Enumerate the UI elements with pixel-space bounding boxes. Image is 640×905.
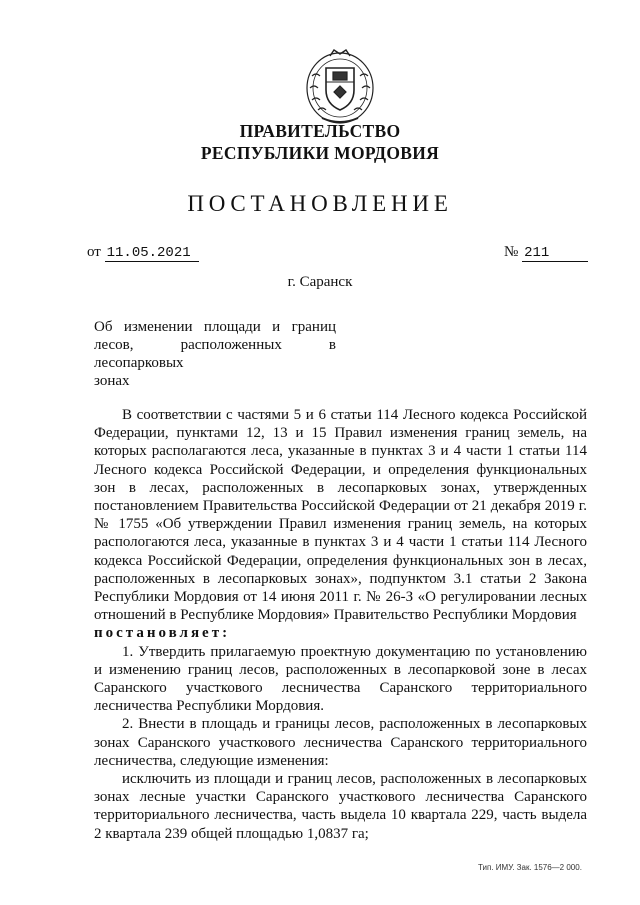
city: г. Саранск [287, 274, 353, 290]
subject-line-1: Об изменении площади и границ [94, 319, 336, 335]
document-number: 211 [522, 246, 588, 262]
print-info: Тип. ИМУ. Зак. 1576—2 000. [478, 863, 582, 872]
document-type: ПОСТАНОВЛЕНИЕ [187, 191, 453, 216]
number-prefix: № [504, 244, 519, 260]
subject-block [94, 318, 336, 390]
date-line [87, 244, 199, 262]
organization-line-1: ПРАВИТЕЛЬСТВО [239, 121, 401, 141]
date-prefix: от [87, 244, 101, 260]
document-body [94, 406, 587, 843]
subject-line-3: зонах [94, 373, 130, 389]
number-line [504, 244, 588, 262]
subject-line-2: лесов, расположенных в лесопарковых [94, 337, 336, 371]
decree-word: постановляет: [94, 625, 231, 642]
item-1-paragraph: 1. Утвердить прилагаемую проектную документацию по установлению и изменению границ лесов, расположенных в лесопарковой зоне в лесах Саранского участкового лесничества Саранского территориального лесничества Республики Мордовия. [94, 643, 587, 715]
document-date: 11.05.2021 [105, 246, 199, 262]
item-2-sub-paragraph: исключить из площади и границ лесов, расположенных в лесопарковых зонах лесные участки Саранского участкового лесничества Саранского территориального лесничества, часть выдела 10 квартала 229, часть выдела 2 квартала 239 общей площадью 1,0837 га; [94, 771, 587, 842]
preamble-paragraph: В соответствии с частями 5 и 6 статьи 114 Лесного кодекса Российской Федерации, пунктами 12, 13 и 15 Правил изменения границ земель, на которых располагаются леса, указанные в пунктах 3 и 4 части 1 статьи 114 Лесного кодекса Российской Федерации, и определения функциональных зон в лесах, расположенных в лесопарковых зонах, утвержденных постановлением Правительства Российской Федерации от 21 декабря 2019 г. № 1755 «Об утверждении Правил изменения границ земель, на которых распологаются леса, указанные в пунктах 3 и 4 части 1 статьи 114 Лесного кодекса Российской Федерации, определения функциональных зон в лесах, расположенных в лесопарковых зонах», подпунктом 3.1 статьи 2 Закона Республики Мордовия от 14 июня 2011 г. № 26-З «О регулировании лесных отношений в Республике Мордовия» Правительство Республики Мордовия [94, 407, 587, 624]
item-2-paragraph: 2. Внести в площадь и границы лесов, расположенных в лесопарковых зонах Саранского участкового лесничества Саранского территориального лесничества, следующие изменения: [94, 716, 587, 769]
organization-line-2: РЕСПУБЛИКИ МОРДОВИЯ [200, 143, 440, 163]
coat-of-arms-icon [302, 46, 378, 128]
